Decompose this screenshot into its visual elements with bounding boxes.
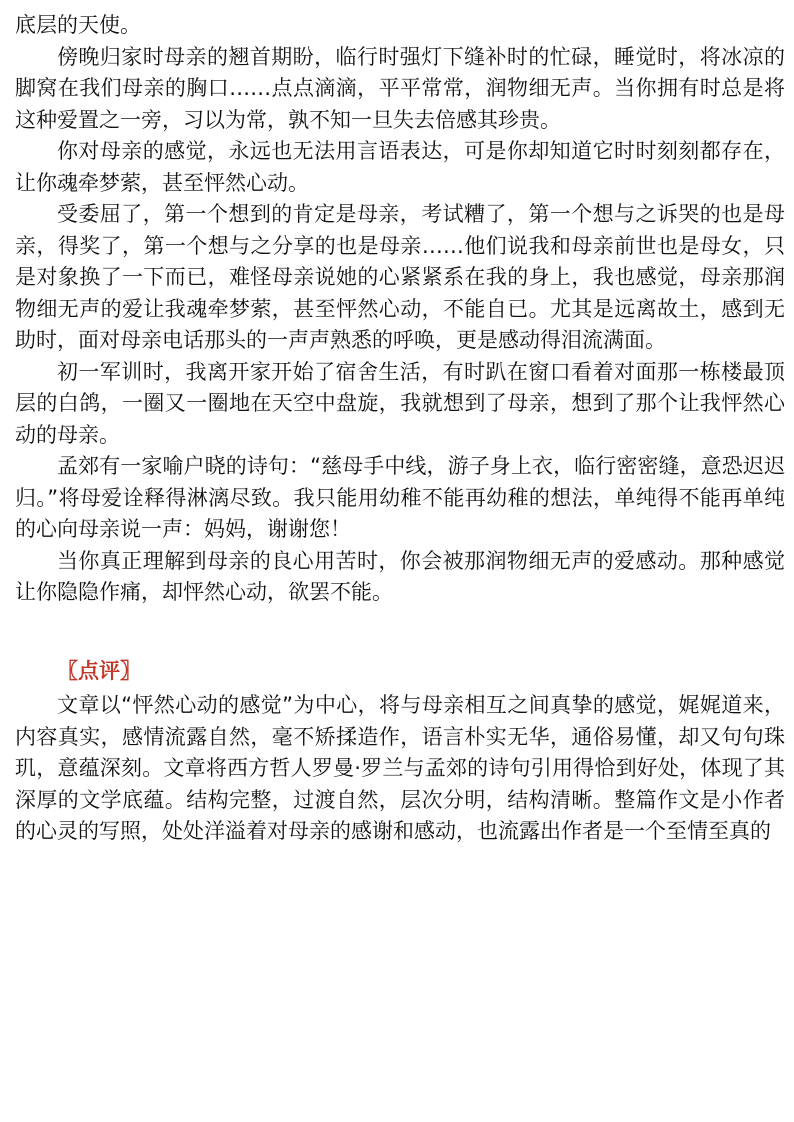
paragraph: 你对母亲的感觉，永远也无法用言语表达，可是你却知道它时时刻刻都存在，让你魂牵梦萦，甚至怦然心动。: [15, 139, 785, 195]
paragraph: 初一军训时，我离开家开始了宿舍生活，有时趴在窗口看着对面那一栋楼最顶层的白鸽，一圈又一圈地在天空中盘旋，我就想到了母亲，想到了那个让我怦然心动的母亲。: [15, 359, 785, 447]
paragraph: 当你真正理解到母亲的良心用苦时，你会被那润物细无声的爱感动。那种感觉让你隐隐作痛，却怦然心动，欲罢不能。: [15, 548, 785, 604]
section-spacer: [15, 609, 785, 656]
review-heading: 〖点评〗: [57, 658, 141, 683]
paragraph: 孟郊有一家喻户晓的诗句：“慈母手中线，游子身上衣，临行密密缝，意恐迟迟归。”将母爱诠释得淋漓尽致。我只能用幼稚不能再幼稚的想法，单纯得不能再单纯的心向母亲说一声：妈妈，谢谢您！: [15, 454, 785, 541]
paragraph: 傍晚归家时母亲的翘首期盼，临行时强灯下缝补时的忙碌，睡觉时，将冰凉的脚窝在我们母亲的胸口……点点滴滴，平平常常，润物细无声。当你拥有时总是将这种爱置之一旁，习以为常，孰不知一旦失去倍感其珍贵。: [15, 44, 785, 132]
review-paragraph: 文章以“怦然心动的感觉”为中心，将与母亲相互之间真挚的感觉，娓娓道来，内容真实，感情流露自然，毫不矫揉造作，语言朴实无华，通俗易懂，却又句句珠玑，意蕴深刻。文章将西方哲人罗曼·罗兰与孟郊的诗句引用得恰到好处，体现了其深厚的文学底蕴。结构完整，过渡自然，层次分明，结构清晰。整篇作文是小作者的心灵的写照，处处洋溢着对母亲的感谢和感动，也流露出作者是一个至情至真的: [15, 693, 785, 843]
paragraph: 受委屈了，第一个想到的肯定是母亲，考试糟了，第一个想与之诉哭的也是母亲，得奖了，第一个想与之分享的也是母亲……他们说我和母亲前世也是母女，只是对象换了一下而已，难怪母亲说她的心紧紧系在我的身上，我也感觉，母亲那润物细无声的爱让我魂牵梦萦，甚至怦然心动，不能自已。尤其是远离故土，感到无助时，面对母亲电话那头的一声声熟悉的呼唤，更是感动得泪流满面。: [15, 202, 785, 352]
paragraph-continuation: 底层的天使。: [15, 13, 141, 37]
document-page: [15, 10, 785, 848]
